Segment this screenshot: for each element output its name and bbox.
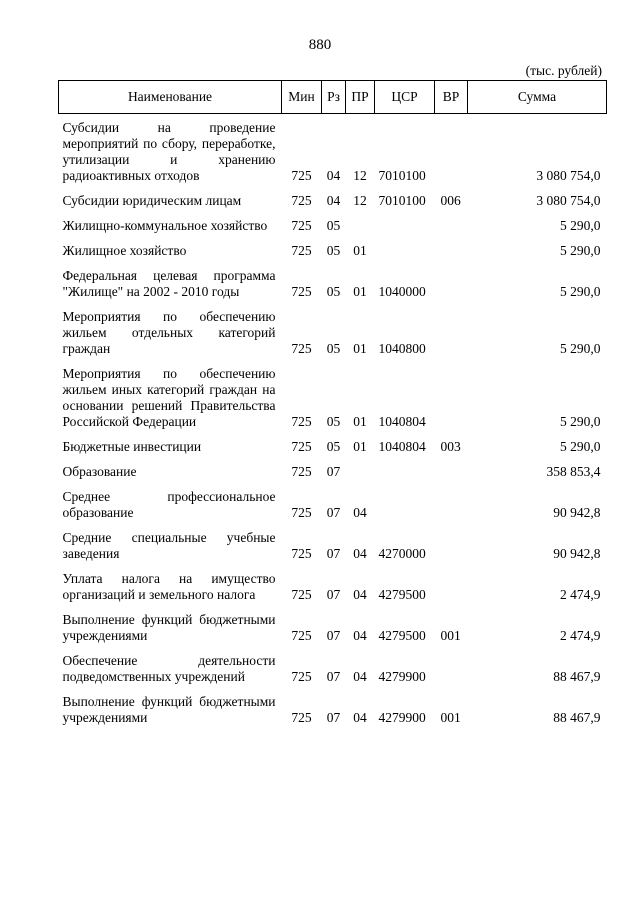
cell-sum: 358 853,4 <box>546 464 601 479</box>
cell-min: 725 <box>291 710 312 725</box>
cell-name: Субсидии юридическим лицам <box>62 193 242 208</box>
table-row <box>59 184 607 209</box>
header-rz: Рз <box>322 81 346 114</box>
cell-csr: 4279500 <box>378 628 426 643</box>
cell-vr <box>435 114 468 185</box>
header-sum: Сумма <box>468 81 607 114</box>
cell-vr <box>435 562 468 603</box>
cell-csr <box>375 480 435 521</box>
cell-rz: 07 <box>326 546 341 561</box>
cell-sum: 5 290,0 <box>560 439 601 454</box>
cell-sum: 88 467,9 <box>553 710 601 725</box>
cell-rz: 05 <box>326 439 341 454</box>
cell-name: Уплата налога на имущество организаций и земельного налога <box>62 571 276 602</box>
table-row <box>59 114 607 185</box>
cell-min: 725 <box>291 464 312 479</box>
cell-rz: 05 <box>326 243 341 258</box>
table-row <box>59 562 607 603</box>
cell-min: 725 <box>291 243 312 258</box>
cell-vr <box>435 259 468 300</box>
table-row <box>59 357 607 430</box>
cell-min: 725 <box>291 439 312 454</box>
cell-csr: 4279900 <box>378 669 426 684</box>
cell-min: 725 <box>291 168 312 183</box>
cell-csr: 7010100 <box>378 193 426 208</box>
cell-rz: 07 <box>326 587 341 602</box>
table-row <box>59 644 607 685</box>
cell-rz: 05 <box>326 341 341 356</box>
cell-csr: 4279500 <box>378 587 426 602</box>
cell-csr <box>375 234 435 259</box>
units-label: (тыс. рублей) <box>525 63 602 78</box>
cell-pr: 04 <box>353 710 367 725</box>
cell-vr <box>435 300 468 357</box>
table-row <box>59 521 607 562</box>
header-csr: ЦСР <box>375 81 435 114</box>
cell-pr: 01 <box>353 439 367 454</box>
cell-csr: 1040800 <box>378 341 426 356</box>
header-name: Наименование <box>59 81 282 114</box>
cell-vr: 001 <box>440 628 461 643</box>
cell-min: 725 <box>291 628 312 643</box>
cell-sum: 5 290,0 <box>560 218 601 233</box>
cell-rz: 07 <box>326 464 341 479</box>
cell-csr: 1040804 <box>378 414 426 429</box>
cell-sum: 3 080 754,0 <box>536 193 601 208</box>
cell-rz: 07 <box>326 505 341 520</box>
cell-pr: 04 <box>353 587 367 602</box>
header-pr: ПР <box>346 81 375 114</box>
cell-rz: 05 <box>326 284 341 299</box>
cell-name: Мероприятия по обеспечению жильем отдельных категорий граждан <box>62 309 276 356</box>
cell-vr <box>435 209 468 234</box>
cell-rz: 07 <box>326 710 341 725</box>
cell-min: 725 <box>291 218 312 233</box>
cell-vr <box>435 357 468 430</box>
table-row <box>59 234 607 259</box>
cell-name: Средние специальные учебные заведения <box>62 530 276 561</box>
cell-pr: 01 <box>353 243 367 258</box>
cell-vr <box>435 480 468 521</box>
cell-sum: 5 290,0 <box>560 341 601 356</box>
cell-pr: 01 <box>353 414 367 429</box>
cell-csr <box>375 455 435 480</box>
cell-name: Жилищно-коммунальное хозяйство <box>62 218 268 233</box>
cell-rz: 05 <box>326 218 341 233</box>
cell-csr: 4270000 <box>378 546 426 561</box>
cell-sum: 5 290,0 <box>560 243 601 258</box>
cell-name: Выполнение функций бюджетными учреждениями <box>62 612 276 643</box>
cell-rz: 05 <box>326 414 341 429</box>
cell-vr: 003 <box>440 439 461 454</box>
table-body <box>59 114 607 727</box>
cell-pr: 12 <box>353 168 367 183</box>
cell-name: Выполнение функций бюджетными учреждениями <box>62 694 276 725</box>
cell-pr <box>346 455 375 480</box>
header-min: Мин <box>282 81 322 114</box>
cell-rz: 04 <box>326 193 341 208</box>
cell-sum: 88 467,9 <box>553 669 601 684</box>
cell-pr: 04 <box>353 669 367 684</box>
cell-rz: 04 <box>326 168 341 183</box>
cell-sum: 90 942,8 <box>553 505 601 520</box>
cell-csr: 1040804 <box>378 439 426 454</box>
table-row <box>59 685 607 726</box>
cell-pr: 01 <box>353 284 367 299</box>
cell-min: 725 <box>291 341 312 356</box>
cell-name: Жилищное хозяйство <box>62 243 187 258</box>
cell-vr <box>435 234 468 259</box>
cell-pr: 01 <box>353 341 367 356</box>
cell-pr: 12 <box>353 193 367 208</box>
cell-pr: 04 <box>353 546 367 561</box>
cell-min: 725 <box>291 669 312 684</box>
cell-name: Субсидии на проведение мероприятий по сбору, переработке, утилизации и хранению радиоактивных отходов <box>62 120 276 183</box>
budget-table <box>58 80 607 726</box>
cell-vr <box>435 644 468 685</box>
cell-min: 725 <box>291 505 312 520</box>
cell-csr: 4279900 <box>378 710 426 725</box>
cell-sum: 5 290,0 <box>560 284 601 299</box>
cell-min: 725 <box>291 414 312 429</box>
cell-sum: 90 942,8 <box>553 546 601 561</box>
cell-name: Федеральная целевая программа "Жилище" на 2002 - 2010 годы <box>62 268 276 299</box>
cell-vr <box>435 521 468 562</box>
cell-vr: 001 <box>440 710 461 725</box>
header-row <box>59 81 607 114</box>
cell-min: 725 <box>291 587 312 602</box>
cell-pr: 04 <box>353 505 367 520</box>
cell-vr: 006 <box>440 193 461 208</box>
table-header <box>59 81 607 114</box>
table-row <box>59 480 607 521</box>
cell-name: Образование <box>62 464 137 479</box>
table-row <box>59 300 607 357</box>
cell-pr: 04 <box>353 628 367 643</box>
table-row <box>59 603 607 644</box>
cell-sum: 2 474,9 <box>560 587 601 602</box>
cell-sum: 5 290,0 <box>560 414 601 429</box>
cell-min: 725 <box>291 546 312 561</box>
cell-pr <box>346 209 375 234</box>
table-row <box>59 259 607 300</box>
cell-csr: 1040000 <box>378 284 426 299</box>
cell-name: Бюджетные инвестиции <box>62 439 202 454</box>
table-row <box>59 455 607 480</box>
cell-csr: 7010100 <box>378 168 426 183</box>
cell-rz: 07 <box>326 669 341 684</box>
table-row <box>59 430 607 455</box>
page-number: 880 <box>308 37 332 53</box>
cell-rz: 07 <box>326 628 341 643</box>
cell-min: 725 <box>291 193 312 208</box>
cell-name: Среднее профессиональное образование <box>62 489 276 520</box>
cell-sum: 3 080 754,0 <box>536 168 601 183</box>
header-vr: ВР <box>435 81 468 114</box>
cell-min: 725 <box>291 284 312 299</box>
table-row <box>59 209 607 234</box>
cell-name: Обеспечение деятельности подведомственных учреждений <box>62 653 276 684</box>
cell-sum: 2 474,9 <box>560 628 601 643</box>
cell-csr <box>375 209 435 234</box>
cell-vr <box>435 455 468 480</box>
cell-name: Мероприятия по обеспечению жильем иных категорий граждан на основании решений Правительства Российской Федерации <box>62 366 276 429</box>
